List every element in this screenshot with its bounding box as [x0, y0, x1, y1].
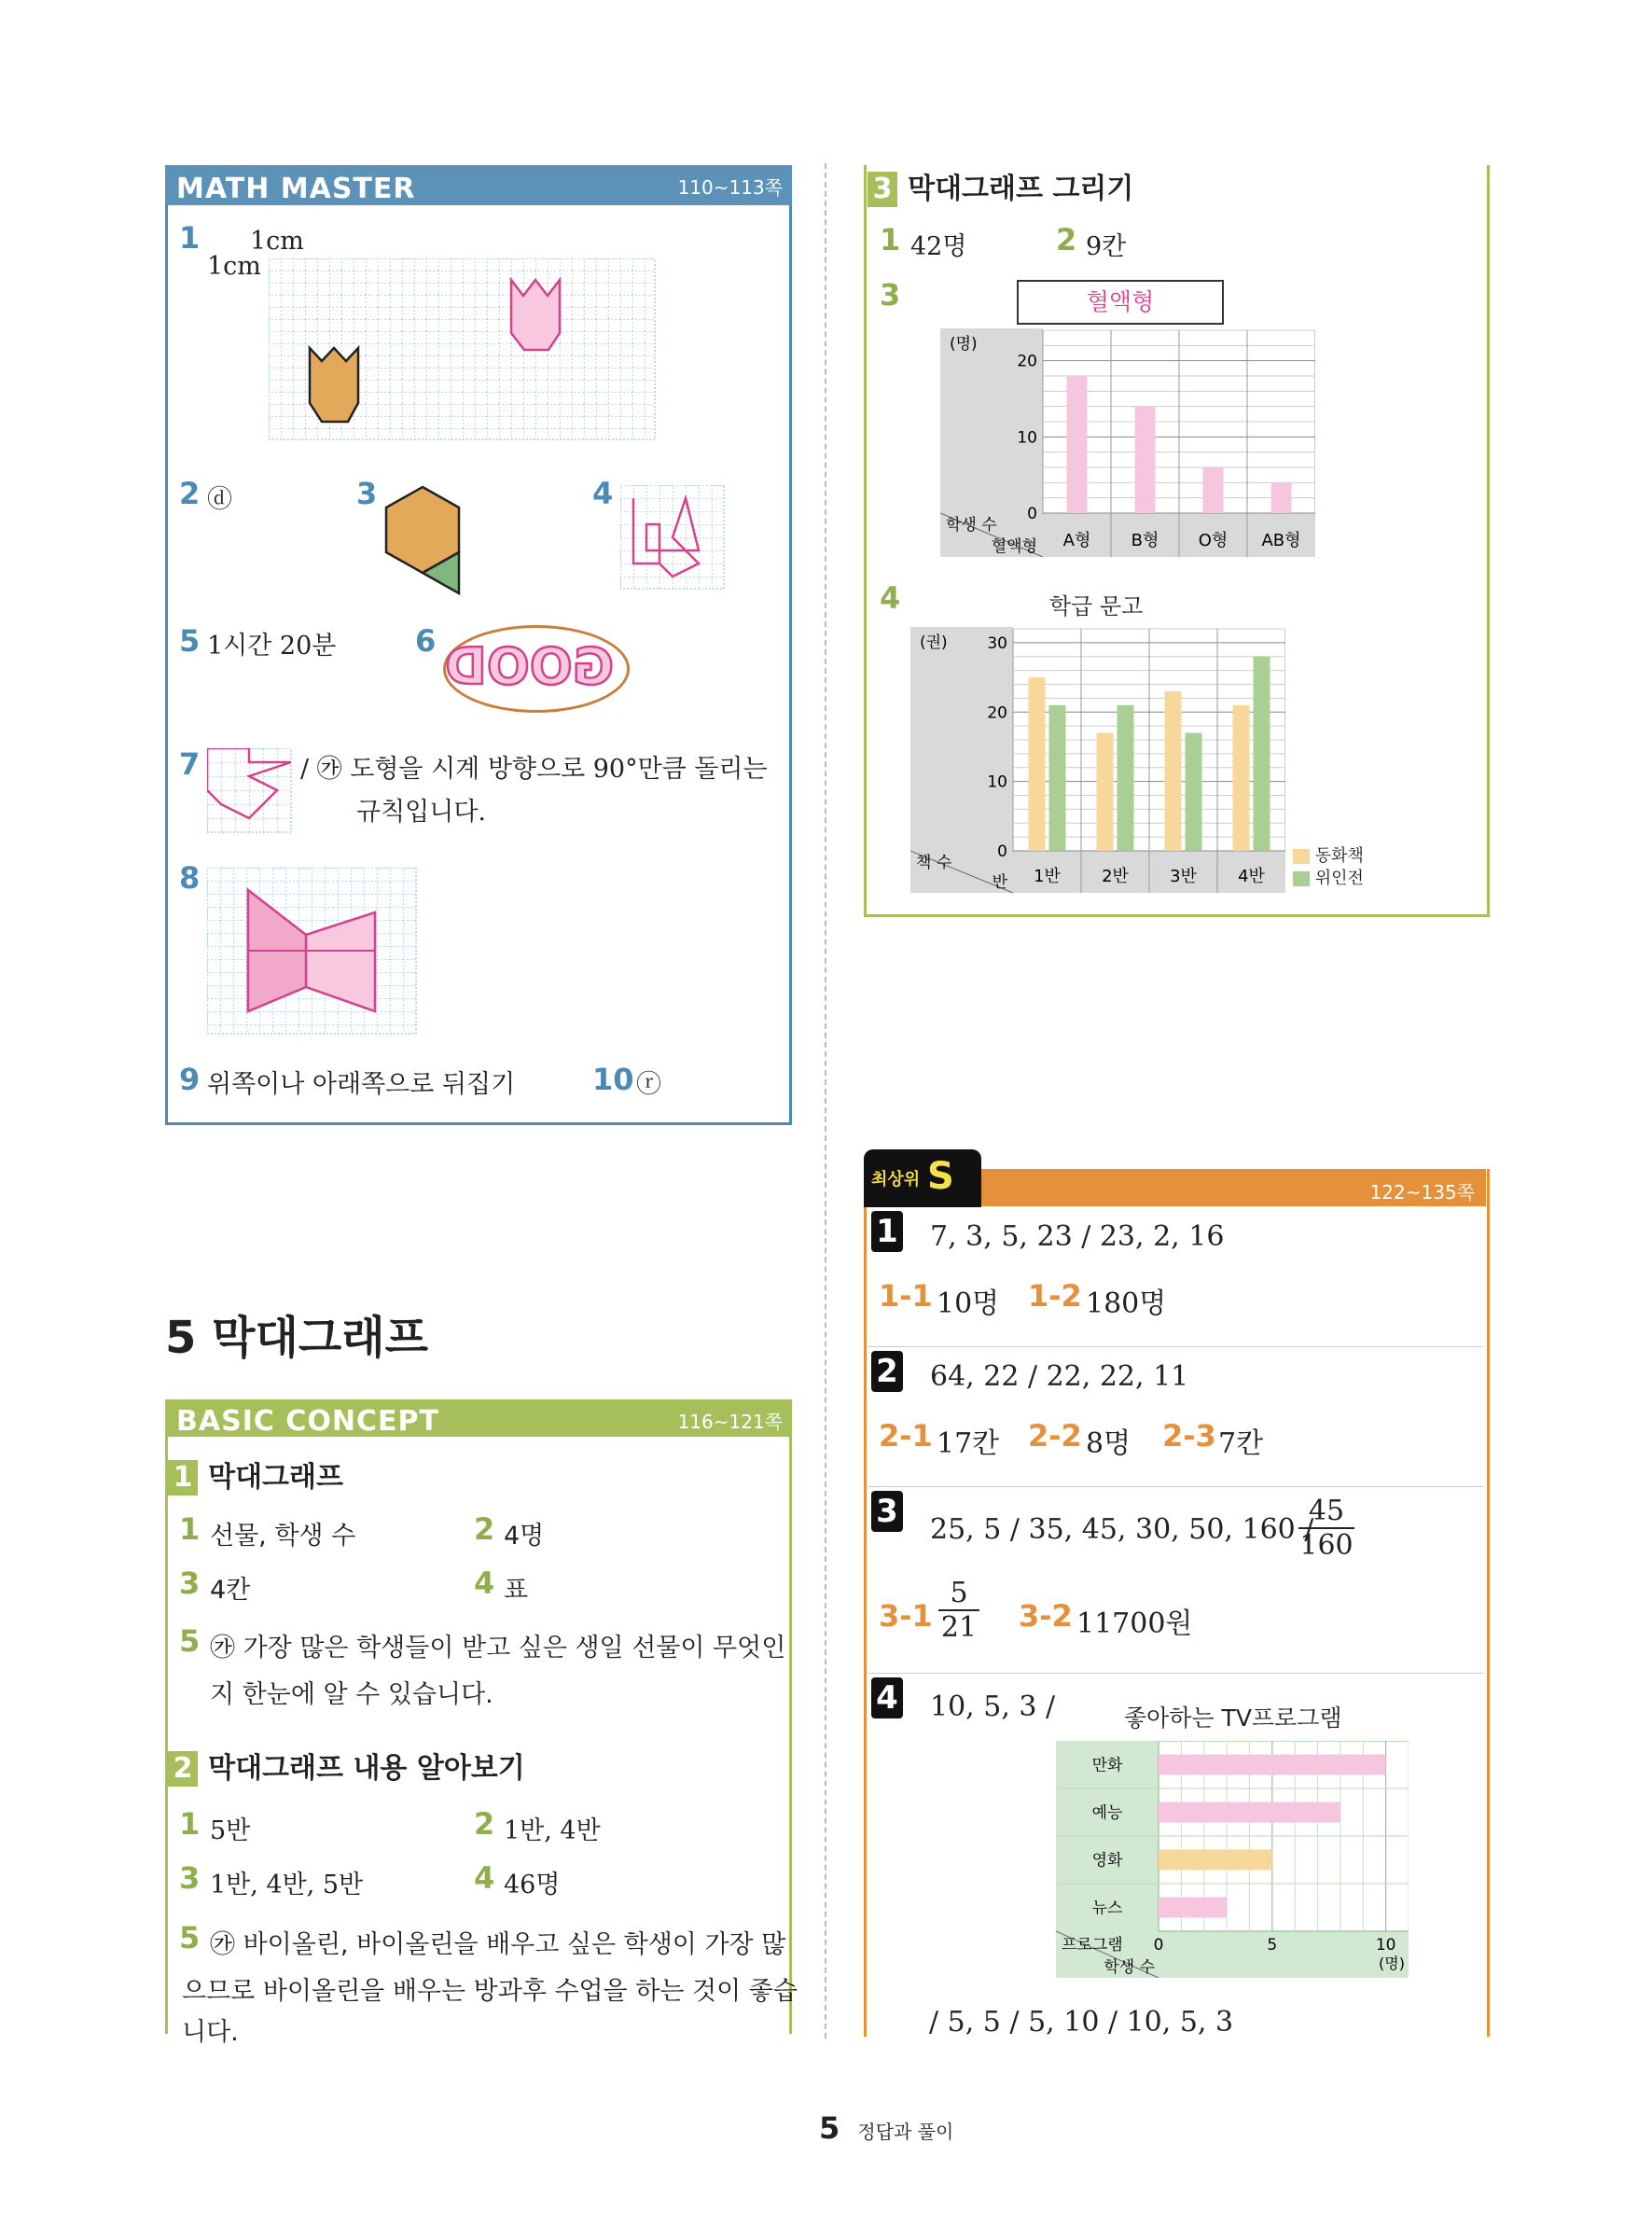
top-s-1-1-number: 1-1 — [879, 1278, 933, 1314]
bc-section1-badge: 1 — [168, 1460, 198, 1496]
s3-badge: 3 — [868, 172, 897, 207]
mm-q4-grid-figure — [620, 485, 725, 590]
bc-s2-q1-answer: 5반 — [210, 1816, 251, 1845]
top-s-3-2-number: 3-2 — [1019, 1598, 1073, 1634]
x-category-label: AB형 — [1261, 531, 1301, 550]
top-s-header-bar — [970, 1169, 1486, 1206]
x-axis-name: 혈액형 — [991, 537, 1037, 556]
basic-concept-pages: 116~121쪽 — [677, 1411, 783, 1433]
bc-s1-q3-number: 3 — [179, 1565, 201, 1601]
bc-s2-q3-answer: 1반, 4반, 5반 — [210, 1871, 364, 1899]
s3-title: 막대그래프 그리기 — [908, 173, 1134, 205]
y-category-label: 뉴스 — [1091, 1899, 1123, 1918]
top-s-2-3-answer: 7칸 — [1218, 1427, 1264, 1460]
chart1-title: 혈액형 — [1086, 288, 1155, 315]
mm-q4-number: 4 — [592, 476, 614, 511]
y-tick-label: 20 — [1017, 352, 1037, 371]
y-axis-name: 학생 수 — [946, 516, 997, 535]
bar — [1254, 657, 1270, 851]
top-s-1-2-answer: 180명 — [1086, 1287, 1167, 1320]
top-s-block4-badge: 4 — [871, 1677, 903, 1718]
top-s-badge — [864, 1149, 981, 1207]
mm-q1-grid-figure — [269, 258, 656, 440]
bc-section2-heading — [168, 1745, 525, 1787]
top-s-block3-badge: 3 — [871, 1491, 903, 1532]
bar — [1203, 467, 1224, 513]
x-axis-name: 반 — [992, 873, 1007, 892]
bar — [1159, 1802, 1340, 1823]
bc-s1-q4-number: 4 — [474, 1565, 495, 1601]
top-s-block4-answer: 10, 5, 3 / — [930, 1690, 1056, 1723]
x-category-label: B형 — [1131, 531, 1159, 550]
top-s-2-1-number: 2-1 — [879, 1418, 933, 1454]
mm-q7-answer-line2: 규칙입니다. — [356, 798, 486, 827]
chart1-blood-type — [940, 328, 1315, 557]
s3-q2-answer: 9칸 — [1086, 232, 1127, 261]
top-s-2-2-number: 2-2 — [1028, 1418, 1082, 1454]
top-s-3-1-fraction — [938, 1577, 979, 1644]
top-s-1-2-number: 1-2 — [1028, 1278, 1082, 1314]
top-s-block4-tail: / 5, 5 / 5, 10 / 10, 5, 3 — [929, 2006, 1234, 2038]
bc-s2-q3-number: 3 — [179, 1860, 201, 1896]
chart2-legend-label-2: 위인전 — [1314, 869, 1364, 888]
bc-s1-q4-answer: 표 — [504, 1576, 529, 1605]
bar — [1067, 376, 1088, 513]
top-s-2-1-answer: 17칸 — [937, 1427, 1000, 1460]
top-s-1-1-answer: 10명 — [937, 1287, 1000, 1320]
top-s-pages: 122~135쪽 — [1369, 1181, 1475, 1203]
top-s-3-1-numerator: 5 — [938, 1577, 979, 1611]
bar — [1186, 733, 1202, 851]
s3-q4-number: 4 — [880, 580, 901, 616]
chart2-legend-label-1: 동화책 — [1314, 846, 1364, 866]
chapter-number: 5 — [165, 1312, 197, 1364]
y-tick-label: 30 — [987, 633, 1007, 653]
top-s-2-3-number: 2-3 — [1162, 1418, 1216, 1454]
chart2-legend-item-2 — [1293, 868, 1364, 890]
mm-q7-number: 7 — [179, 746, 201, 782]
bc-s2-q2-number: 2 — [474, 1806, 495, 1842]
mm-q9-number: 9 — [179, 1062, 201, 1097]
x-axis-name: 학생 수 — [1104, 1958, 1155, 1977]
bc-s2-q5-answer-line3: 니다. — [182, 2018, 239, 2047]
mm-q3-number: 3 — [356, 476, 378, 511]
bc-s2-q5-answer-line2: 으므로 바이올린을 배우는 방과후 수업을 하는 것이 좋습 — [182, 1977, 798, 2006]
mm-q10-answer: ⓡ — [636, 1070, 661, 1099]
x-category-label: O형 — [1198, 531, 1229, 550]
bar — [1049, 705, 1066, 851]
mm-q8-grid-figure — [207, 868, 417, 1036]
y-category-label: 영화 — [1091, 1851, 1123, 1871]
top-s-divider-3 — [868, 1673, 1483, 1674]
mm-q1-unit-v: 1cm — [207, 252, 261, 281]
math-master-header — [165, 165, 792, 205]
column-divider — [825, 163, 826, 2038]
bc-s2-q2-answer: 1반, 4반 — [504, 1816, 601, 1845]
top-s-block2-answer: 64, 22 / 22, 22, 11 — [930, 1360, 1189, 1393]
chart2-class-library — [910, 627, 1285, 893]
mm-q7-answer-line1: / ㉮ 도형을 시계 방향으로 90°만큼 돌리는 — [300, 755, 768, 784]
y-axis-name: 책 수 — [916, 854, 952, 872]
chart1-title-box — [1017, 280, 1224, 325]
mm-q1-number: 1 — [179, 220, 201, 256]
x-tick-label: 5 — [1267, 1936, 1278, 1955]
mm-q1-unit-h: 1cm — [250, 227, 304, 256]
x-unit-label: (명) — [1379, 1955, 1405, 1972]
mm-q9-answer: 위쪽이나 아래쪽으로 뒤집기 — [207, 1070, 516, 1099]
s3-heading — [868, 165, 1133, 207]
x-category-label: 2반 — [1102, 867, 1129, 886]
top-s-divider-2 — [868, 1486, 1483, 1487]
bc-s2-q4-answer: 46명 — [504, 1871, 561, 1899]
bc-s1-q3-answer: 4칸 — [210, 1576, 251, 1605]
top-s-block1-badge: 1 — [871, 1211, 903, 1252]
bc-s1-q1-answer: 선물, 학생 수 — [210, 1522, 356, 1551]
footer — [819, 2110, 953, 2146]
mm-q6-number: 6 — [415, 623, 437, 659]
top-s-badge-s: S — [927, 1155, 954, 1198]
top-s-3-1-denominator: 21 — [940, 1611, 978, 1644]
s3-q2-number: 2 — [1056, 222, 1077, 257]
basic-concept-header — [165, 1399, 792, 1437]
y-category-label: 만화 — [1091, 1756, 1123, 1775]
math-master-label: MATH MASTER — [176, 173, 416, 205]
top-s-block3-denominator: 160 — [1299, 1529, 1354, 1562]
chart3-tv-programs — [1056, 1741, 1409, 1978]
bar — [1097, 733, 1114, 851]
mm-q2-answer: ⓓ — [207, 485, 232, 514]
bc-section1-title: 막대그래프 — [208, 1461, 343, 1494]
x-tick-label: 0 — [1153, 1936, 1164, 1955]
x-category-label: 4반 — [1238, 867, 1265, 886]
bar — [1165, 691, 1182, 851]
bc-s2-q5-answer-line1: ㉮ 바이올린, 바이올린을 배우고 싶은 학생이 가장 많 — [210, 1930, 786, 1959]
bar — [1029, 677, 1046, 851]
y-tick-label: 20 — [987, 703, 1007, 723]
y-tick-label: 0 — [1027, 505, 1037, 523]
y-unit-label: (명) — [950, 335, 978, 354]
bar — [1118, 705, 1134, 851]
bc-s1-q5-answer-line2: 지 한눈에 알 수 있습니다. — [210, 1680, 493, 1709]
y-unit-label: (권) — [920, 633, 948, 652]
bc-s1-q1-number: 1 — [179, 1511, 201, 1547]
chart3-title: 좋아하는 TV프로그램 — [1124, 1704, 1342, 1732]
y-tick-label: 10 — [987, 772, 1007, 792]
bc-s2-q5-number: 5 — [179, 1920, 201, 1955]
footer-page-number: 5 — [819, 2110, 840, 2146]
bc-s2-q1-number: 1 — [179, 1806, 201, 1842]
bar — [1135, 407, 1156, 513]
top-s-block3-numerator: 45 — [1298, 1495, 1354, 1529]
y-axis-name: 프로그램 — [1062, 1936, 1123, 1955]
chapter-name: 막대그래프 — [212, 1312, 428, 1364]
top-s-2-2-answer: 8명 — [1086, 1427, 1131, 1460]
bc-section2-title: 막대그래프 내용 알아보기 — [208, 1752, 525, 1785]
bc-section2-badge: 2 — [168, 1751, 198, 1787]
mm-q5-number: 5 — [179, 623, 201, 659]
bc-s1-q5-answer-line1: ㉮ 가장 많은 학생들이 받고 싶은 생일 선물이 무엇인 — [210, 1634, 786, 1663]
x-category-label: 1반 — [1034, 867, 1061, 886]
mm-q10-number: 10 — [592, 1062, 634, 1097]
bc-s1-q5-number: 5 — [179, 1623, 201, 1659]
bar — [1271, 482, 1292, 513]
bc-s1-q2-answer: 4명 — [504, 1522, 545, 1551]
top-s-block3-answer: 25, 5 / 35, 45, 30, 50, 160 / — [930, 1513, 1314, 1546]
mm-q3-hexagon — [382, 483, 463, 599]
y-tick-label: 10 — [1017, 428, 1037, 448]
top-s-3-1-number: 3-1 — [879, 1598, 933, 1634]
mm-q6-mirrored-text: GOOD — [445, 637, 614, 696]
mm-q8-number: 8 — [179, 860, 201, 896]
top-s-block3-fraction — [1298, 1495, 1354, 1562]
bc-s1-q2-number: 2 — [474, 1511, 495, 1547]
mm-q7-grid-figure — [207, 748, 293, 834]
math-master-pages: 110~113쪽 — [677, 176, 783, 199]
bc-s2-q4-number: 4 — [474, 1860, 495, 1896]
bar — [1159, 1850, 1272, 1871]
x-category-label: 3반 — [1170, 867, 1197, 886]
top-s-3-2-answer: 11700원 — [1076, 1607, 1193, 1640]
x-tick-label: 10 — [1375, 1936, 1396, 1955]
bar — [1159, 1898, 1227, 1918]
mm-q5-answer: 1시간 20분 — [207, 632, 337, 661]
basic-concept-label: BASIC CONCEPT — [176, 1405, 439, 1438]
bar — [1233, 705, 1250, 851]
y-tick-label: 0 — [997, 842, 1007, 861]
top-s-block1-answer: 7, 3, 5, 23 / 23, 2, 16 — [930, 1220, 1225, 1253]
bar — [1159, 1755, 1386, 1775]
chapter-title — [165, 1301, 428, 1366]
chart2-legend — [1293, 845, 1364, 890]
chart2-title: 학급 문고 — [1049, 593, 1144, 619]
mm-q2-number: 2 — [179, 476, 201, 511]
bc-section1-heading — [168, 1454, 343, 1496]
x-category-label: A형 — [1062, 531, 1091, 550]
footer-text: 정답과 풀이 — [857, 2121, 954, 2143]
top-s-badge-text: 최상위 — [871, 1170, 921, 1190]
chart2-legend-item-1 — [1293, 845, 1364, 868]
y-category-label: 예능 — [1091, 1803, 1123, 1823]
top-s-block2-badge: 2 — [871, 1351, 903, 1392]
s3-q3-number: 3 — [880, 277, 901, 313]
s3-q1-number: 1 — [880, 222, 901, 257]
s3-q1-answer: 42명 — [910, 232, 967, 261]
top-s-divider-1 — [868, 1346, 1483, 1347]
